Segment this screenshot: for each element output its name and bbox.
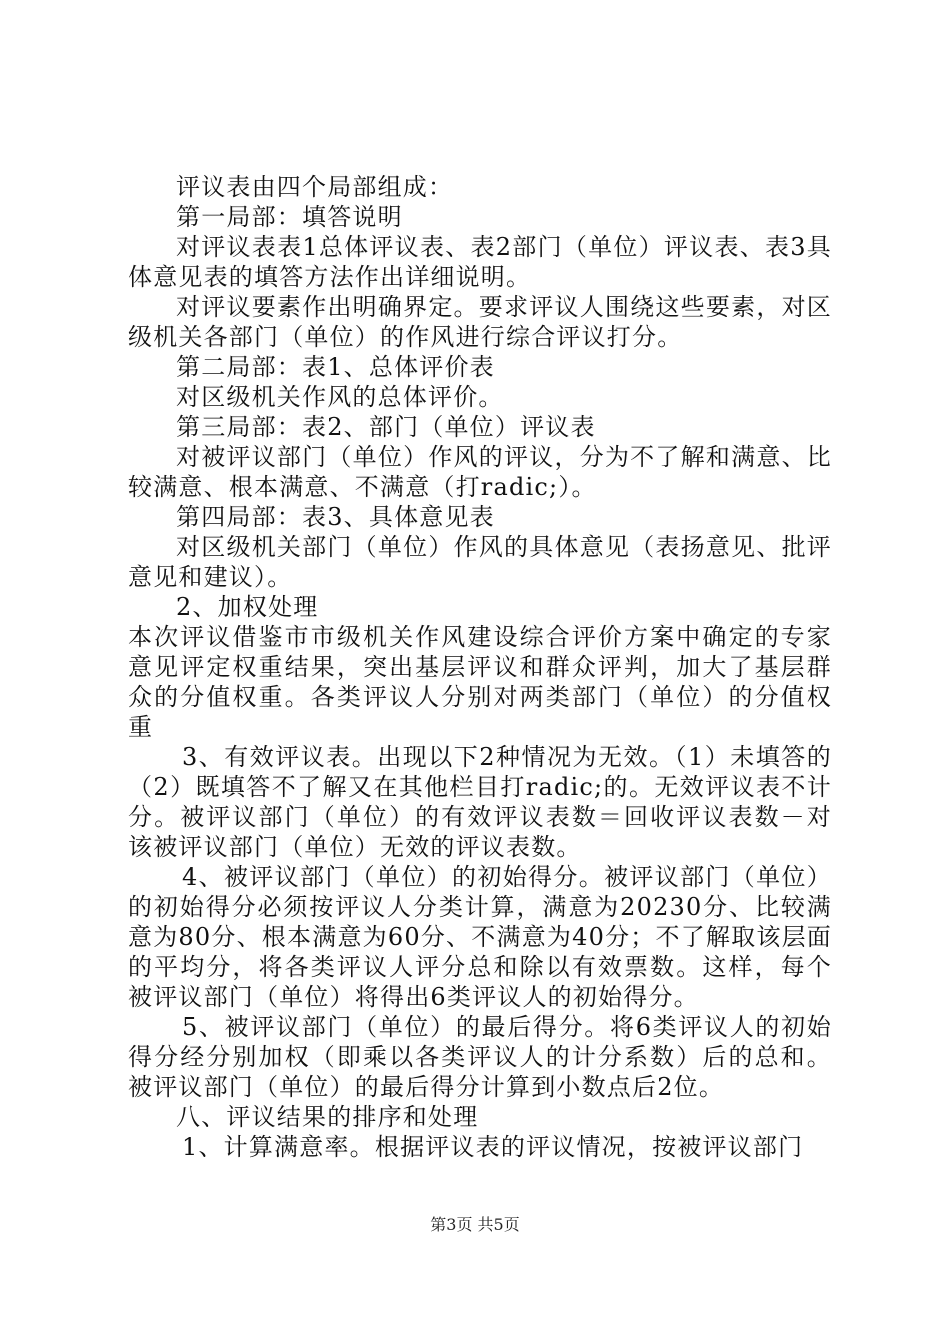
document-body <box>128 172 832 1162</box>
paragraph: 5、被评议部门（单位）的最后得分。将6类评议人的初始得分经分别加权（即乘以各类评议人的计分系数）后的总和。被评议部门（单位）的最后得分计算到小数点后2位。 <box>128 1013 832 1101</box>
section-heading: 第四局部：表3、具体意见表 <box>176 503 495 531</box>
section-heading: 第二局部：表1、总体评价表 <box>176 353 495 381</box>
paragraph: 对评议要素作出明确界定。要求评议人围绕这些要素，对区级机关各部门（单位）的作风进行综合评议打分。 <box>128 293 832 351</box>
section-heading: 第三局部：表2、部门（单位）评议表 <box>176 413 596 441</box>
paragraph: 对评议表表1总体评议表、表2部门（单位）评议表、表3具体意见表的填答方法作出详细说明。 <box>128 233 832 291</box>
paragraph: 3、有效评议表。出现以下2种情况为无效。（1）未填答的（2）既填答不了解又在其他栏目打radic;的。无效评议表不计分。被评议部门（单位）的有效评议表数＝回收评议表数－对该被评议部门（单位）无效的评议表数。 <box>128 743 832 861</box>
paragraph: 1、计算满意率。根据评议表的评议情况，按被评议部门 <box>182 1133 804 1161</box>
page-number: 第3页 共5页 <box>430 1215 520 1234</box>
paragraph: 评议表由四个局部组成： <box>176 173 454 201</box>
paragraph: 对区级机关作风的总体评价。 <box>176 383 504 411</box>
paragraph: 4、被评议部门（单位）的初始得分。被评议部门（单位）的初始得分必须按评议人分类计算，满意为20230分、比较满意为80分、根本满意为60分、不满意为40分；不了解取该层面的平均分，将各类评议人评分总和除以有效票数。这样，每个被评议部门（单位）将得出6类评议人的初始得分。 <box>128 863 832 1011</box>
section-heading: 八、评议结果的排序和处理 <box>176 1103 479 1131</box>
paragraph: 对被评议部门（单位）作风的评议，分为不了解和满意、比较满意、根本满意、不满意（打radic;）。 <box>128 443 832 501</box>
paragraph: 对区级机关部门（单位）作风的具体意见（表扬意见、批评意见和建议）。 <box>128 533 832 591</box>
paragraph: 本次评议借鉴市市级机关作风建设综合评价方案中确定的专家意见评定权重结果，突出基层评议和群众评判，加大了基层群众的分值权重。各类评议人分别对两类部门（单位）的分值权重 <box>128 623 832 741</box>
section-heading: 第一局部：填答说明 <box>176 203 403 231</box>
section-heading: 2、加权处理 <box>176 593 319 621</box>
